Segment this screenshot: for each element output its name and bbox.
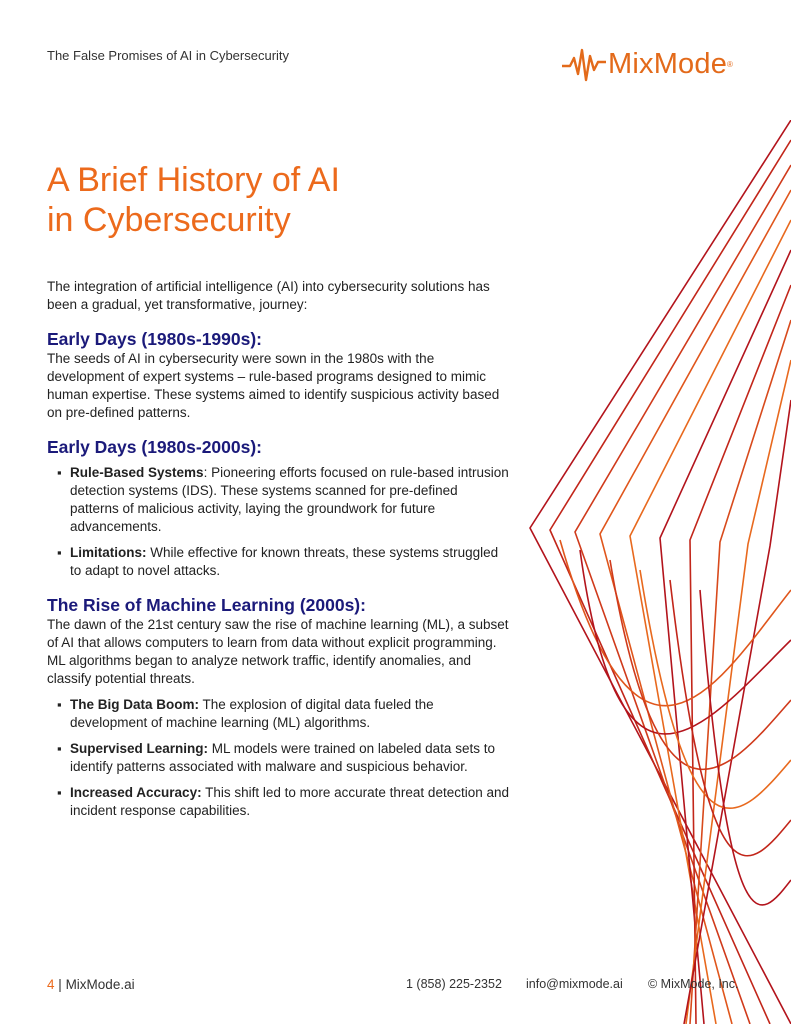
page-number: 4 (47, 977, 55, 992)
bullet-label: Increased Accuracy: (70, 785, 202, 800)
footer-phone: 1 (858) 225-2352 (406, 977, 502, 991)
footer-separator: | (58, 977, 62, 992)
list-item (55, 544, 509, 580)
list-item (55, 696, 509, 732)
bullet-list-early-days (47, 464, 509, 580)
list-item (55, 464, 509, 536)
footer-email-link[interactable]: info@mixmode.ai (526, 977, 623, 991)
square-bullet-icon: ▪ (57, 465, 62, 480)
section-body-machine-learning: The dawn of the 21st century saw the rise of machine learning (ML), a subset of AI that allows computers to learn from data without explicit programming. ML algorithms began to analyze network traffic, identify anomalies, and classify potential threats. (47, 617, 509, 686)
section-heading-machine-learning: The Rise of Machine Learning (2000s): (47, 595, 366, 615)
document-header-title: The False Promises of AI in Cybersecurity (47, 48, 290, 63)
bullet-text: : Pioneering efforts focused on rule-based intrusion detection systems (IDS). These systems scanned for pre-defined patterns of malicious activity, laying the groundwork for future advancements. (70, 465, 509, 534)
square-bullet-icon: ▪ (57, 697, 62, 712)
footer-site-link[interactable]: MixMode.ai (65, 977, 135, 992)
section-body-early-days-1990s: The seeds of AI in cybersecurity were sown in the 1980s with the development of expert systems – rule-based programs designed to mimic human expertise. These systems aimed to identify suspicious activity based on pre-defined patterns. (47, 351, 500, 420)
bullet-label: Limitations: (70, 545, 147, 560)
footer-copyright: © MixMode, Inc. (648, 977, 739, 991)
section-heading-early-days-2000s: Early Days (1980s-2000s): (47, 437, 263, 457)
registered-mark: ® (727, 59, 733, 69)
mixmode-logo (562, 44, 733, 84)
footer-left (47, 977, 135, 992)
bullet-text: While effective for known threats, these systems struggled to adapt to novel attacks. (70, 545, 499, 578)
square-bullet-icon: ▪ (57, 545, 62, 560)
bullet-text: This shift led to more accurate threat detection and incident response capabilities. (70, 785, 509, 818)
square-bullet-icon: ▪ (57, 741, 62, 756)
page-title-line-2: in Cybersecurity (47, 201, 291, 239)
page-title (47, 160, 340, 240)
bullet-text: The explosion of digital data fueled the development of machine learning (ML) algorithms. (70, 697, 434, 730)
list-item (55, 740, 509, 776)
intro-paragraph: The integration of artificial intelligence (AI) into cybersecurity solutions has been a gradual, yet transformative, journey: (47, 279, 490, 312)
logo-wordmark: MixMode (608, 47, 728, 80)
bullet-label: Supervised Learning: (70, 741, 209, 756)
waveform-logo-icon (562, 44, 606, 84)
square-bullet-icon: ▪ (57, 785, 62, 800)
section-heading-early-days-1990s: Early Days (1980s-1990s): (47, 329, 263, 349)
list-item (55, 784, 509, 820)
bullet-label: The Big Data Boom: (70, 697, 200, 712)
bullet-list-machine-learning (47, 696, 509, 820)
page-title-line-1: A Brief History of AI (47, 161, 340, 199)
main-content (47, 278, 509, 828)
decorative-line-art (520, 120, 791, 1024)
bullet-label: Rule-Based Systems (70, 465, 204, 480)
bullet-text: ML models were trained on labeled data sets to identify patterns associated with malware and suspicious behavior. (70, 741, 495, 774)
